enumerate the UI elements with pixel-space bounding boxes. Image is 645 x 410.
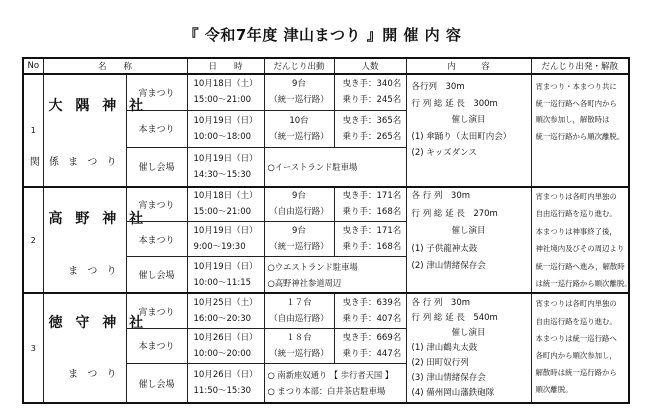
time-text: 15:00～21:00 <box>193 95 252 106</box>
dashi-count: １７台 <box>286 298 312 309</box>
shrine-subtitle: 関 係 ま つ り <box>29 157 120 168</box>
time-text: 14:30～15:30 <box>193 169 252 180</box>
time-text: 16:00～20:30 <box>193 314 252 325</box>
venue-cell <box>264 363 406 403</box>
departure-line: 本まつりは神事終了後， <box>535 226 617 236</box>
section-number: 2 <box>23 187 43 293</box>
date-text: 10月26日（日） <box>193 370 258 381</box>
people-cell <box>334 328 406 363</box>
date-text: 10月25日（土） <box>193 298 258 309</box>
row-label: 宵まつり <box>126 293 187 328</box>
header-departure: だんじり出発・解散 <box>531 58 629 74</box>
content-line: 各行列 30m <box>411 82 465 92</box>
table-row <box>23 293 629 328</box>
departure-line: 統一巡行路から順次離脱。 <box>535 131 625 141</box>
datetime-cell <box>187 221 264 256</box>
shrine-subtitle: ま つ り <box>68 369 120 381</box>
time-text: 15:00～21:00 <box>193 207 252 218</box>
riders-count: 乗り手：168名 <box>342 242 402 253</box>
route-text: （統一巡行路） <box>269 348 329 359</box>
venue-place: ○ まつり本部：白井茶店駐車場 <box>267 386 386 397</box>
departure-line: 統一巡行路へ各町内から <box>535 98 617 108</box>
datetime-cell <box>187 328 264 363</box>
content-heading: 催し演目 <box>451 226 486 236</box>
riders-count: 乗り手：407名 <box>342 314 402 325</box>
datetime-cell <box>187 74 264 110</box>
dashi-count: 10台 <box>289 115 309 126</box>
date-text: 10月19日（日） <box>193 261 258 272</box>
page-title: 『 令和7年度 津山まつり 』開 催 内 容 <box>183 26 462 44</box>
people-cell <box>334 221 406 256</box>
section-3 <box>23 293 629 403</box>
date-text: 10月19日（日） <box>193 153 258 164</box>
people-cell <box>334 110 406 147</box>
departure-line: 自由巡行路を巡り進む。 <box>535 209 617 219</box>
departure-line: 宵まつりは各町内単独の <box>535 299 617 309</box>
riders-count: 乗り手：447名 <box>342 348 402 359</box>
dashi-cell <box>264 110 334 147</box>
dashi-cell <box>264 221 334 256</box>
content-line: 行 列 総 延 長 540m <box>411 313 498 324</box>
pullers-count: 曳き手：340名 <box>342 79 402 90</box>
content-line: (1) 津山鶴丸太鼓 <box>411 343 478 354</box>
datetime-cell <box>187 257 264 294</box>
time-text: 11:50～15:30 <box>193 386 252 397</box>
pullers-count: 曳き手：639名 <box>342 298 402 309</box>
pullers-count: 曳き手：171名 <box>342 191 402 202</box>
header-row <box>23 58 629 74</box>
row-label: 催し会場 <box>126 257 187 294</box>
departure-line: 解散時は統一巡行路から <box>535 368 617 378</box>
row-label: 本まつり <box>126 221 187 256</box>
dashi-count: 9台 <box>292 191 306 202</box>
route-text: （自由巡行路） <box>269 314 329 325</box>
date-text: 10月18日（土） <box>193 191 258 202</box>
row-label: 宵まつり <box>126 74 187 110</box>
departure-line: 順次参加し，解散時は <box>535 115 610 124</box>
venue-place: ○ 南新座奴通り 【 歩行者天国 】 <box>267 370 394 381</box>
route-text: （自由巡行路） <box>269 207 329 218</box>
row-label: 本まつり <box>126 110 187 147</box>
shrine-name: 大 隅 神 社 <box>48 98 148 114</box>
departure-line: 順次離脱。 <box>535 385 573 395</box>
dashi-cell <box>264 74 334 110</box>
venue-place: ○イーストランド駐車場 <box>267 161 358 172</box>
pullers-count: 曳き手：669名 <box>342 332 402 343</box>
row-label: 本まつり <box>126 328 187 363</box>
date-text: 10月18日（土） <box>193 79 258 90</box>
header-datetime: 日 時 <box>187 58 264 74</box>
date-text: 10月26日（日） <box>193 332 258 343</box>
departure-line: 統一巡行路へ進み，解散時 <box>535 261 625 271</box>
dashi-count: 9台 <box>292 226 306 237</box>
shrine-subtitle: ま つ り <box>68 266 120 277</box>
shrine-wrap <box>44 188 148 290</box>
header-no: No <box>23 58 43 74</box>
departure-line: 神社境内及びその周辺より <box>535 244 625 254</box>
datetime-cell <box>187 147 264 187</box>
content-heading: 催し演目 <box>451 115 486 125</box>
shrine-name: 高 野 神 社 <box>48 211 148 227</box>
shrine-wrap <box>29 75 148 185</box>
date-text: 10月19日（日） <box>193 226 258 237</box>
content-cell <box>406 74 531 187</box>
departure-line: 本まつりは統一巡行路へ <box>535 333 617 343</box>
departure-line: 宵まつり・本まつり共に <box>535 82 617 91</box>
route-text: （統一巡行路） <box>269 242 329 253</box>
venue-cell <box>264 257 406 294</box>
departure-cell <box>531 74 629 187</box>
row-label: 催し会場 <box>126 363 187 403</box>
content-line: 各 行 列 30m <box>411 298 471 309</box>
dashi-cell <box>264 328 334 363</box>
people-cell <box>334 74 406 110</box>
datetime-cell <box>187 187 264 221</box>
content-line: (1) 傘踊り（太田町内会） <box>411 131 512 142</box>
content-line: (4) 備州岡山藩鉄砲隊 <box>411 388 495 399</box>
departure-line: 宵まつりは各町内単独の <box>535 192 617 201</box>
time-text: 10:00～20:00 <box>193 348 252 359</box>
departure-line: 自由巡行路を巡り進む。 <box>535 316 617 326</box>
dashi-cell <box>264 293 334 328</box>
header-dashi: だんじり出動 <box>264 58 334 74</box>
shrine-name: 徳 守 神 社 <box>48 315 148 332</box>
datetime-cell <box>187 363 264 403</box>
riders-count: 乗り手：168名 <box>342 207 402 218</box>
people-cell <box>334 293 406 328</box>
header-content: 内 容 <box>406 58 531 74</box>
shrine-cell <box>29 74 148 187</box>
dashi-count: 9台 <box>292 79 306 90</box>
content-line: 行 列 総 延 長 300m <box>411 98 498 109</box>
section-number: 1 <box>23 74 43 187</box>
schedule-table <box>22 57 630 404</box>
people-cell <box>334 187 406 221</box>
departure-line: は統一巡行路から順次離脱。 <box>535 279 632 289</box>
pullers-count: 曳き手：171名 <box>342 226 402 237</box>
header-name: 名 称 <box>43 58 187 74</box>
content-cell <box>406 187 531 293</box>
datetime-cell <box>187 110 264 147</box>
shrine-cell <box>43 187 148 293</box>
datetime-cell <box>187 293 264 328</box>
shrine-cell <box>43 293 148 403</box>
riders-count: 乗り手：265名 <box>342 131 402 142</box>
content-line: (2) 津山情緒保存会 <box>411 261 486 271</box>
time-text: 10:00～18:00 <box>193 131 252 142</box>
dashi-cell <box>264 187 334 221</box>
dashi-count: １８台 <box>286 332 312 343</box>
content-line: (3) 津山情緒保存会 <box>411 373 486 384</box>
venue-cell <box>264 147 406 187</box>
route-text: （統一巡行路） <box>269 131 329 142</box>
shrine-wrap <box>44 294 148 401</box>
departure-cell <box>531 293 629 403</box>
section-1 <box>23 74 629 187</box>
time-text: 9:00～19:30 <box>193 242 246 253</box>
section-2 <box>23 187 632 293</box>
row-label: 催し会場 <box>126 147 187 187</box>
route-text: （統一巡行路） <box>269 95 329 106</box>
pullers-count: 曳き手：365名 <box>342 115 402 126</box>
content-line: (2) キッズダンス <box>411 148 477 158</box>
venue-place: ○ウエストランド駐車場 <box>267 261 358 272</box>
content-heading: 催し演目 <box>451 328 486 339</box>
content-line: 各 行 列 30m <box>411 191 471 201</box>
departure-line: 各町内から順次参加し， <box>535 351 617 361</box>
section-number: 3 <box>23 293 43 403</box>
row-label: 宵まつり <box>126 187 187 221</box>
content-line: 行 列 総 延 長 270m <box>411 208 498 219</box>
riders-count: 乗り手：245名 <box>342 95 402 106</box>
table-row <box>23 187 629 221</box>
content-cell <box>406 293 531 403</box>
venue-place: ○高野神社参道周辺 <box>267 277 342 288</box>
table-row <box>23 74 629 110</box>
departure-cell <box>531 187 632 293</box>
header-people: 人数 <box>334 58 406 74</box>
date-text: 10月19日（日） <box>193 115 258 126</box>
content-line: (1) 子供龍神太鼓 <box>411 243 478 254</box>
time-text: 10:00～11:15 <box>193 277 252 288</box>
content-line: (2) 田町奴行列 <box>411 358 469 369</box>
